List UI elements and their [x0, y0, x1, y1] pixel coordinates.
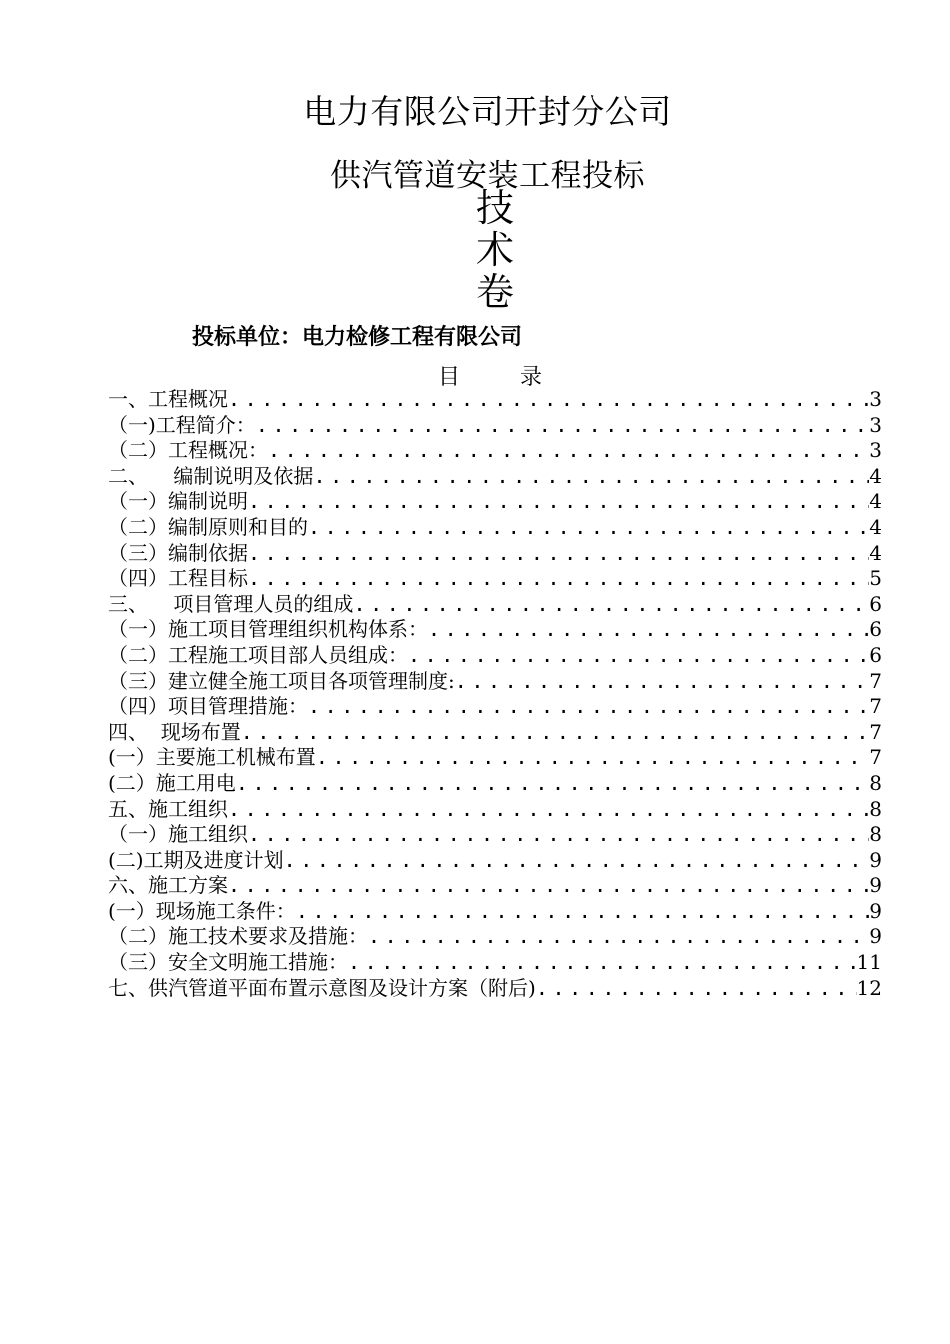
- toc-entry-label: 七、供汽管道平面布置示意图及设计方案（附后): [108, 975, 536, 1000]
- toc-entry[interactable]: [108, 822, 882, 848]
- toc-entry[interactable]: [108, 797, 882, 823]
- toc-entry[interactable]: [108, 592, 882, 618]
- toc-entry[interactable]: [108, 720, 882, 746]
- toc-leader: [241, 720, 870, 746]
- toc-entry-label: （三）编制依据: [108, 540, 248, 565]
- toc-entry-label: （一）施工组织: [108, 822, 248, 847]
- toc-entry-page: 4: [869, 514, 882, 539]
- toc-leader: [228, 797, 869, 823]
- toc-entry[interactable]: [108, 541, 882, 567]
- toc-entry[interactable]: [108, 848, 882, 874]
- toc-entry-label: 三、 项目管理人员的组成: [108, 591, 354, 616]
- toc-entry-page: 5: [869, 566, 882, 591]
- toc-entry-label: （二）编制原则和目的: [108, 514, 308, 539]
- toc-entry-page: 9: [869, 873, 882, 898]
- company-title: 电力有限公司开封分公司: [303, 92, 672, 131]
- toc-entry-label: 四、 现场布置: [108, 719, 241, 744]
- toc-entry[interactable]: [108, 873, 882, 899]
- toc-leader: [408, 643, 869, 669]
- toc-entry[interactable]: [108, 950, 882, 976]
- toc-heading-left: 目: [438, 365, 461, 390]
- toc-leader: [228, 873, 869, 899]
- toc-entry[interactable]: [108, 438, 882, 464]
- toc-entry[interactable]: [108, 694, 882, 720]
- toc-entry-label: (一）现场施工条件：: [108, 898, 296, 923]
- toc-leader: [316, 745, 869, 771]
- toc-entry-page: 3: [869, 438, 882, 463]
- toc-entry-page: 6: [869, 617, 882, 642]
- toc-leader: [368, 924, 869, 950]
- toc-leader: [296, 899, 869, 925]
- toc-entry-label: （三）安全文明施工措施：: [108, 950, 348, 975]
- toc-leader: [348, 950, 857, 976]
- toc-leader: [256, 413, 869, 439]
- toc-entry-label: （二）工程施工项目部人员组成：: [108, 642, 408, 667]
- volume-char-3: 卷: [475, 270, 514, 314]
- toc-entry-page: 7: [869, 719, 882, 744]
- toc-entry[interactable]: [108, 413, 882, 439]
- toc-entry[interactable]: [108, 643, 882, 669]
- toc-leader: [228, 387, 869, 413]
- toc-entry-page: 8: [869, 796, 882, 821]
- toc-leader: [248, 566, 869, 592]
- toc-entry[interactable]: [108, 899, 882, 925]
- toc-entry-label: （四）项目管理措施：: [108, 694, 308, 719]
- toc-entry-label: （四）工程目标: [108, 566, 248, 591]
- toc-leader: [236, 771, 869, 797]
- toc-leader: [268, 438, 869, 464]
- toc-leader: [313, 464, 869, 490]
- toc-entry-page: 4: [869, 540, 882, 565]
- toc-leader: [308, 515, 869, 541]
- toc-entry-label: （一)工程简介：: [108, 412, 256, 437]
- toc-entry[interactable]: [108, 464, 882, 490]
- toc-leader: [248, 822, 869, 848]
- toc-leader: [308, 694, 869, 720]
- toc-entry-page: 8: [869, 770, 882, 795]
- toc-entry-label: 一、工程概况: [108, 387, 228, 411]
- toc-leader: [353, 592, 869, 618]
- toc-heading-right: 录: [520, 365, 543, 390]
- toc-entry-label: 六、施工方案: [108, 873, 228, 898]
- toc-entry-page: 3: [869, 412, 882, 437]
- toc-entry[interactable]: [108, 976, 882, 1002]
- toc-entry-page: 9: [869, 847, 882, 872]
- toc-entry-page: 8: [869, 822, 882, 847]
- toc-entry-page: 9: [869, 924, 882, 949]
- toc-leader: [428, 617, 869, 643]
- toc-leader: [248, 489, 869, 515]
- toc-entry-page: 4: [869, 463, 882, 488]
- table-of-contents: [108, 387, 882, 1001]
- toc-entry-page: 7: [869, 694, 882, 719]
- toc-entry-page: 7: [869, 668, 882, 693]
- toc-entry-page: 6: [869, 591, 882, 616]
- toc-entry-label: （二）施工技术要求及措施：: [108, 924, 368, 949]
- volume-char-1: 技: [475, 186, 514, 230]
- volume-char-2: 术: [475, 228, 514, 272]
- bidder-line: 投标单位：电力检修工程有限公司: [192, 325, 523, 350]
- toc-entry-label: (二）施工用电: [108, 770, 236, 795]
- toc-entry-page: 3: [869, 387, 882, 411]
- toc-entry-label: 五、施工组织: [108, 796, 228, 821]
- toc-entry[interactable]: [108, 515, 882, 541]
- toc-entry[interactable]: [108, 617, 882, 643]
- toc-leader: [248, 541, 869, 567]
- toc-entry-page: 6: [869, 642, 882, 667]
- toc-leader: [455, 669, 870, 695]
- toc-entry[interactable]: [108, 387, 882, 413]
- toc-entry-label: （三）建立健全施工项目各项管理制度:: [108, 668, 455, 693]
- toc-entry-page: 9: [869, 898, 882, 923]
- toc-entry[interactable]: [108, 566, 882, 592]
- toc-entry-page: 4: [869, 489, 882, 514]
- toc-entry[interactable]: [108, 489, 882, 515]
- toc-entry-page: 12: [856, 975, 882, 1000]
- toc-entry-label: (一）主要施工机械布置: [108, 745, 316, 770]
- toc-leader: [536, 976, 857, 1002]
- toc-entry-label: 二、 编制说明及依据: [108, 463, 314, 488]
- toc-entry-label: （一）施工项目管理组织机构体系：: [108, 617, 428, 642]
- project-title: 供汽管道安装工程投标: [330, 158, 645, 194]
- toc-entry[interactable]: [108, 924, 882, 950]
- toc-entry-label: (二)工期及进度计划: [108, 847, 284, 872]
- toc-entry[interactable]: [108, 745, 882, 771]
- toc-entry-page: 11: [856, 950, 882, 975]
- toc-entry-page: 7: [869, 745, 882, 770]
- toc-leader: [284, 848, 870, 874]
- toc-entry[interactable]: [108, 669, 882, 695]
- toc-entry-label: （一）编制说明: [108, 489, 248, 514]
- toc-entry[interactable]: [108, 771, 882, 797]
- toc-entry-label: （二）工程概况：: [108, 438, 268, 463]
